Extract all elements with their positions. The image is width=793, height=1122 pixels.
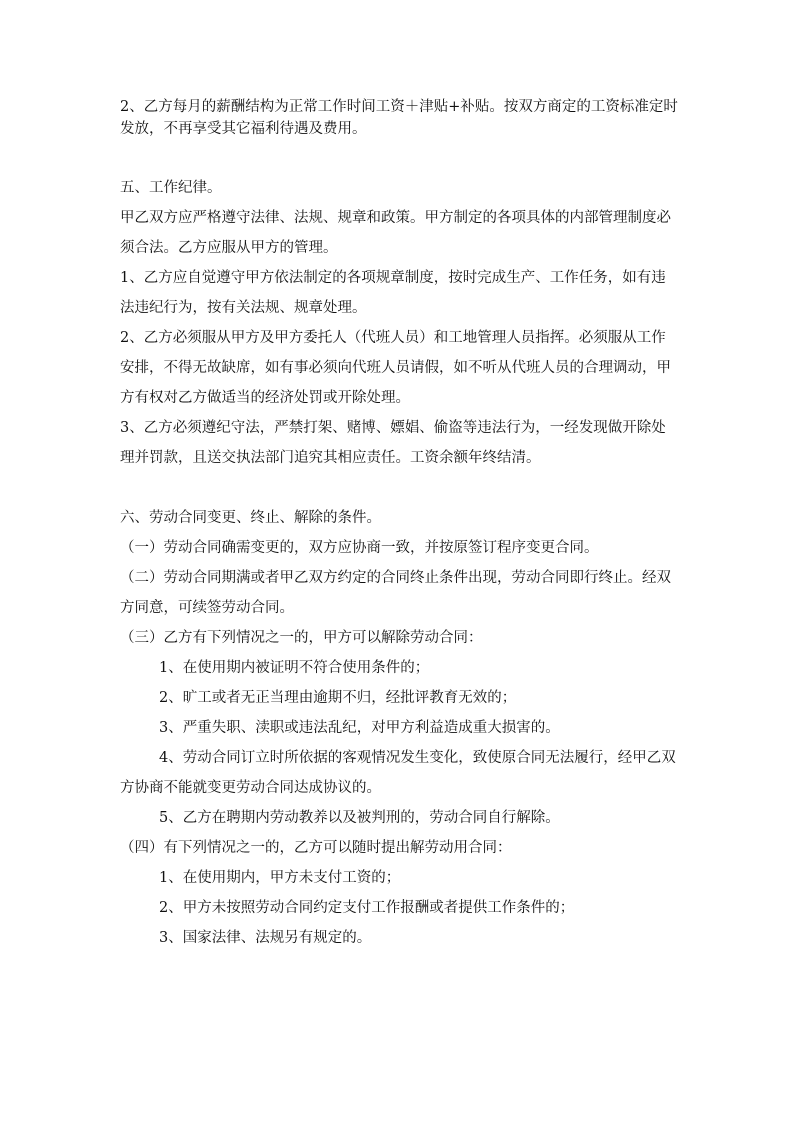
text-line: 1、乙方应自觉遵守甲方依法制定的各项规章制度，按时完成生产、工作任务，如有违 xyxy=(120,270,666,286)
text-line: 1、在使用期内，甲方未支付工资的； xyxy=(159,870,401,886)
text-line: 1、在使用期内被证明不符合使用条件的； xyxy=(159,660,430,676)
text-line: 2、甲方未按照劳动合同约定支付工作报酬或者提供工作条件的； xyxy=(159,900,575,916)
text-line: 方有权对乙方做适当的经济处罚或开除处理。 xyxy=(120,390,410,406)
text-line: （三）乙方有下列情况之一的，甲方可以解除劳动合同： xyxy=(120,630,483,646)
text-line: 2、旷工或者无正当理由逾期不归，经批评教育无效的； xyxy=(159,690,517,706)
section-heading: 五、工作纪律。 xyxy=(120,180,222,196)
text-line: 2、乙方必须服从甲方及甲方委托人（代班人员）和工地管理人员指挥。必须服从工作 xyxy=(120,330,666,346)
text-line: 须合法。乙方应服从甲方的管理。 xyxy=(120,240,338,256)
text-line: （一）劳动合同确需变更的，双方应协商一致，并按原签订程序变更合同。 xyxy=(120,540,599,556)
text-line: 3、国家法律、法规另有规定的。 xyxy=(159,930,372,946)
text-line: 4、劳动合同订立时所依据的客观情况发生变化，致使原合同无法履行，经甲乙双 xyxy=(159,750,676,766)
text-line: （二）劳动合同期满或者甲乙双方约定的合同终止条件出现，劳动合同即行终止。经双 xyxy=(120,570,671,586)
text-line: 发放，不再享受其它福利待遇及费用。 xyxy=(120,121,367,137)
text-line: 5、乙方在聘期内劳动教养以及被判刑的，劳动合同自行解除。 xyxy=(159,810,560,826)
text-line: 方协商不能就变更劳动合同达成协议的。 xyxy=(120,780,381,796)
text-line: （四）有下列情况之一的，乙方可以随时提出解劳动用合同： xyxy=(120,840,512,856)
text-line: 理并罚款，且送交执法部门追究其相应责任。工资余额年终结清。 xyxy=(120,450,541,466)
text-line: 2、乙方每月的薪酬结构为正常工作时间工资＋津贴+补贴。按双方商定的工资标准定时 xyxy=(120,99,678,115)
section-heading: 六、劳动合同变更、终止、解除的条件。 xyxy=(120,510,381,526)
text-line: 方同意，可续签劳动合同。 xyxy=(120,600,294,616)
text-line: 甲乙双方应严格遵守法律、法规、规章和政策。甲方制定的各项具体的内部管理制度必 xyxy=(120,210,671,226)
text-line: 安排，不得无故缺席，如有事必须向代班人员请假，如不听从代班人员的合理调动，甲 xyxy=(120,360,671,376)
text-line: 3、严重失职、渎职或违法乱纪，对甲方利益造成重大损害的。 xyxy=(159,720,560,736)
text-line: 法违纪行为，按有关法规、规章处理。 xyxy=(120,300,367,316)
text-line: 3、乙方必须遵纪守法，严禁打架、赌博、嫖娼、偷盗等违法行为，一经发现做开除处 xyxy=(120,420,666,436)
